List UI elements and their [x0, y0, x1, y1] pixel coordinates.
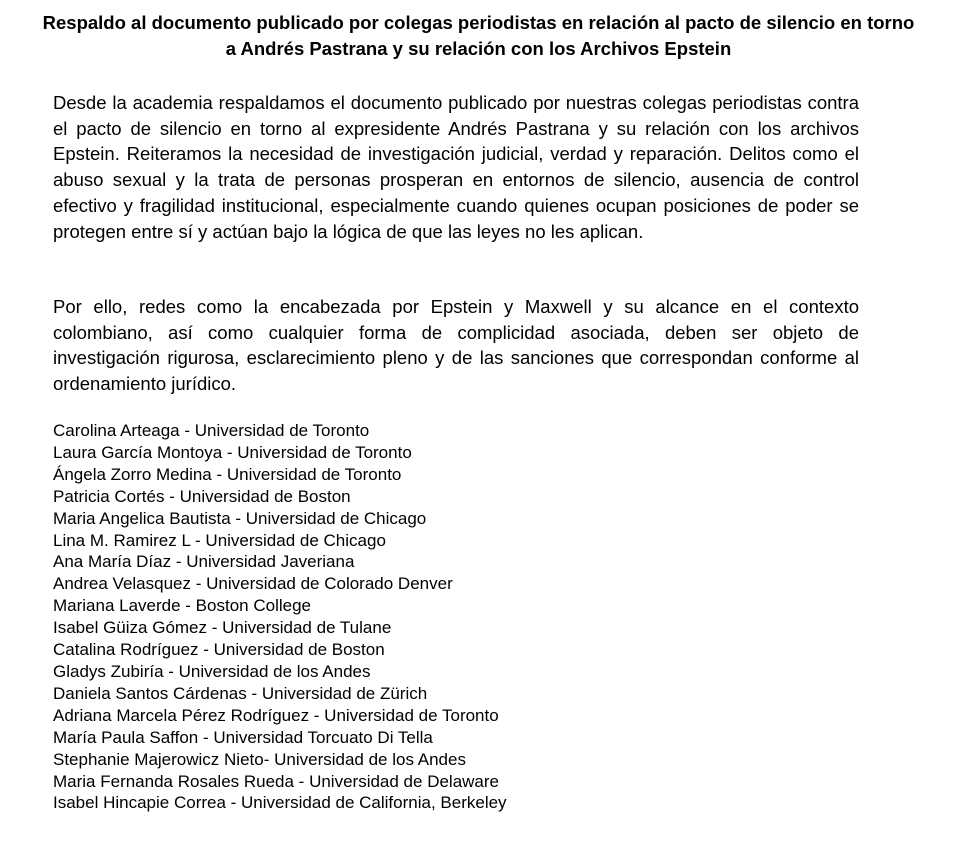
- signatory-item: Isabel Hincapie Correa - Universidad de California, Berkeley: [53, 793, 507, 813]
- paragraph-investigation-demand: Por ello, redes como la encabezada por Epstein y Maxwell y su alcance en el contexto colombiano, así como cualquier forma de complicidad asociada, deben ser objeto de investigación rigurosa, esclarecimiento pleno y de las sanciones que correspondan conforme al ordenamiento jurídico.: [53, 296, 859, 395]
- signatory-item: María Paula Saffon - Universidad Torcuato Di Tella: [53, 727, 433, 747]
- signatory-item: Carolina Arteaga - Universidad de Toronto: [53, 421, 370, 440]
- signatory-item: Lina M. Ramirez L - Universidad de Chicago: [53, 530, 386, 550]
- signatory-item: Mariana Laverde - Boston College: [53, 596, 311, 616]
- signatory-item: Laura García Montoya - Universidad de Toronto: [53, 442, 412, 462]
- signatory-item: Maria Fernanda Rosales Rueda - Universidad de Delaware: [53, 771, 500, 791]
- signatory-item: Patricia Cortés - Universidad de Boston: [53, 486, 351, 506]
- signatory-item: Stephanie Majerowicz Nieto- Universidad de los Andes: [53, 749, 466, 769]
- document-title: Respaldo al documento publicado por colegas periodistas en relación al pacto de silencio en torno a Andrés Pastrana y su relación con los Archivos Epstein: [42, 12, 915, 59]
- signatory-item: Daniela Santos Cárdenas - Universidad de Zürich: [53, 683, 428, 703]
- signatory-item: Ana María Díaz - Universidad Javeriana: [53, 552, 355, 572]
- paragraph-support-statement: Desde la academia respaldamos el documento publicado por nuestras colegas periodistas contra el pacto de silencio en torno al expresidente Andrés Pastrana y su relación con los archivos Epstein. Reiteramos la necesidad de investigación judicial, verdad y reparación. Delitos como el abuso sexual y la trata de personas prosperan en entornos de silencio, ausencia de control efectivo y fragilidad institucional, especialmente cuando quienes ocupan posiciones de poder se protegen entre sí y actúan bajo la lógica de que las leyes no les aplican.: [53, 92, 859, 242]
- signatory-item: Andrea Velasquez - Universidad de Colorado Denver: [53, 574, 453, 594]
- signatory-item: Adriana Marcela Pérez Rodríguez - Universidad de Toronto: [53, 705, 499, 725]
- signatory-item: Isabel Güiza Gómez - Universidad de Tulane: [53, 618, 392, 638]
- signatory-item: Catalina Rodríguez - Universidad de Boston: [53, 640, 385, 660]
- signatories-list: [53, 420, 873, 814]
- signatory-item: Gladys Zubiría - Universidad de los Andes: [53, 661, 371, 681]
- signatory-item: Maria Angelica Bautista - Universidad de Chicago: [53, 508, 427, 528]
- signatory-item: Ángela Zorro Medina - Universidad de Toronto: [53, 464, 402, 484]
